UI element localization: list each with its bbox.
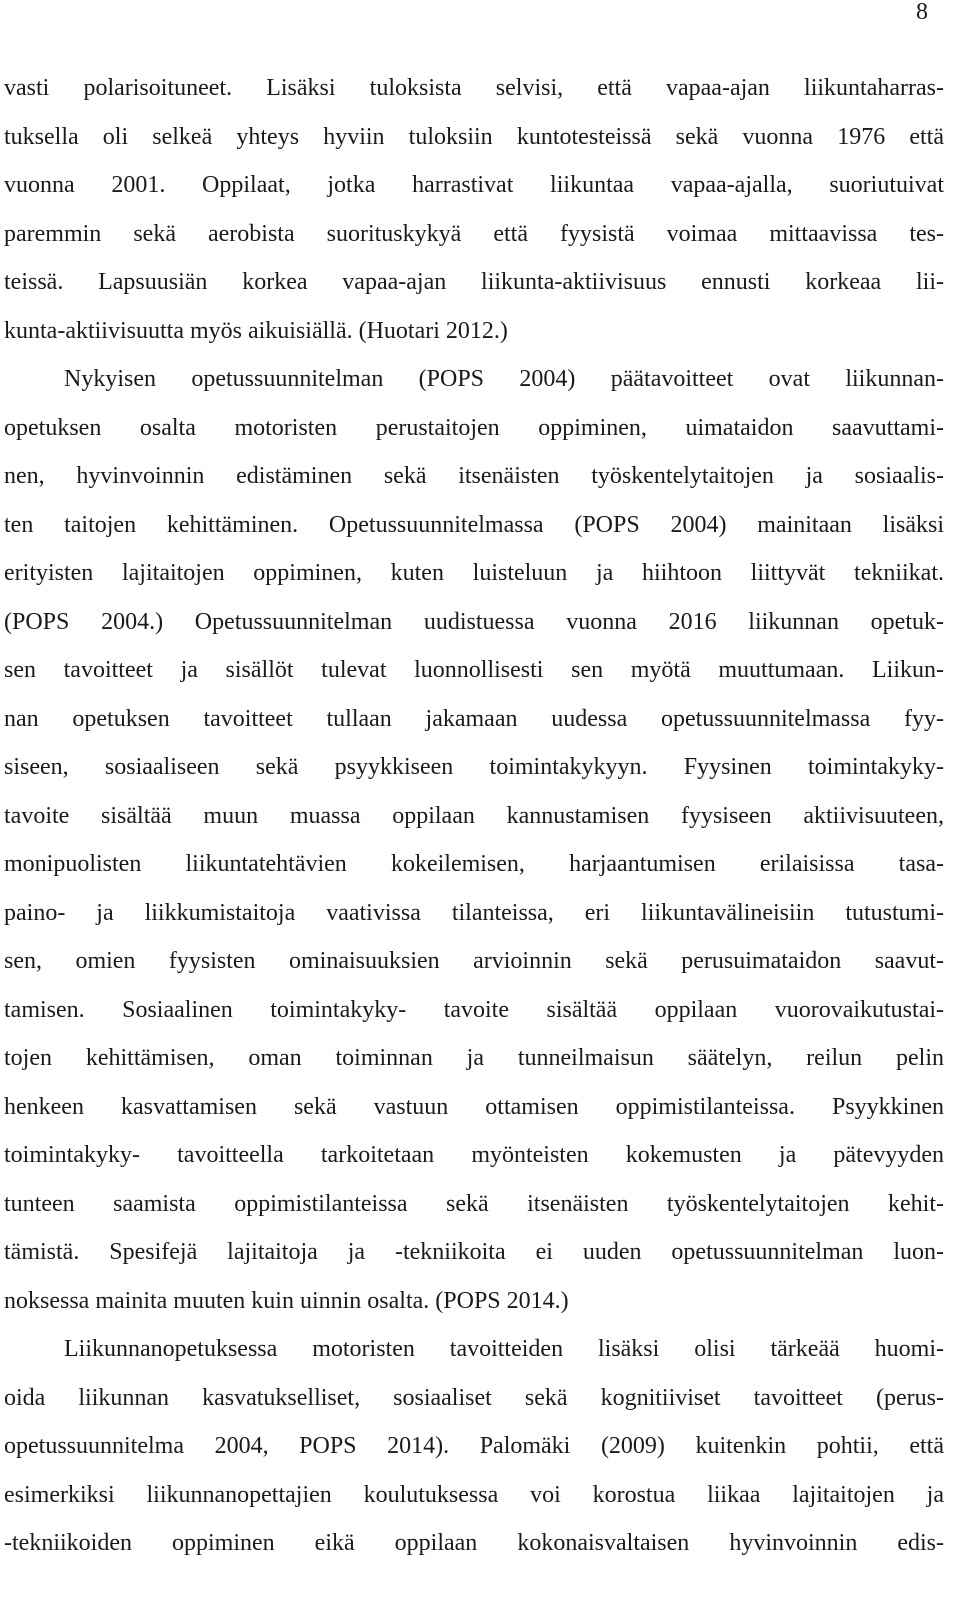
paragraph-end-line: kunta-aktiivisuutta myös aikuisiällä. (Huotari 2012.) [4,317,508,344]
text-line: oida liikunnan kasvatukselliset, sosiaaliset sekä kognitiiviset tavoitteet (perus- [4,1384,944,1411]
text-line: nen, hyvinvoinnin edistäminen sekä itsenäisten työskentelytaitojen ja sosiaalis- [4,463,944,489]
text-line: tavoite sisältää muun muassa oppilaan kannustamisen fyysiseen aktiivisuuteen, [4,802,944,829]
text-line: teissä. Lapsuusiän korkea vapaa-ajan liikunta-aktiivisuus ennusti korkeaa lii- [4,269,944,295]
text-line: (POPS 2004.) Opetussuunnitelman uudistuessa vuonna 2016 liikunnan opetuk- [4,608,944,635]
text-line: paremmin sekä aerobista suorituskykyä että fyysistä voimaa mittaavissa tes- [4,220,944,247]
body-text [4,68,944,1572]
text-line: tunteen saamista oppimistilanteissa sekä itsenäisten työskentelytaitojen kehit- [4,1190,944,1217]
text-line: tämistä. Spesifejä lajitaitoja ja -tekniikoita ei uuden opetussuunnitelman luon- [4,1239,944,1265]
paragraph-end-line: noksessa mainita muuten kuin uinnin osalta. (POPS 2014.) [4,1287,569,1314]
text-line: esimerkiksi liikunnanopettajien koulutuksessa voi korostua liikaa lajitaitojen ja [4,1481,944,1508]
paragraph-first-line: Liikunnanopetuksessa motoristen tavoitteiden lisäksi olisi tärkeää huomi- [64,1336,944,1362]
text-line: opetuksen osalta motoristen perustaitojen oppiminen, uimataidon saavuttami- [4,414,944,441]
text-line: nan opetuksen tavoitteet tullaan jakamaan uudessa opetussuunnitelmassa fyy- [4,705,944,732]
text-line: vuonna 2001. Oppilaat, jotka harrastivat liikuntaa vapaa-ajalla, suoriutuivat [4,172,944,198]
text-line: siseen, sosiaaliseen sekä psyykkiseen toimintakykyyn. Fyysinen toimintakyky- [4,754,944,780]
text-line: toimintakyky- tavoitteella tarkoitetaan myönteisten kokemusten ja pätevyyden [4,1142,944,1168]
text-line: ten taitojen kehittäminen. Opetussuunnitelmassa (POPS 2004) mainitaan lisäksi [4,511,944,538]
text-line: vasti polarisoituneet. Lisäksi tuloksista selvisi, että vapaa-ajan liikuntaharras- [4,75,944,101]
text-line: opetussuunnitelma 2004, POPS 2014). Palomäki (2009) kuitenkin pohtii, että [4,1433,944,1459]
text-line: sen tavoitteet ja sisällöt tulevat luonnollisesti sen myötä muuttumaan. Liikun- [4,657,944,683]
text-line: sen, omien fyysisten ominaisuuksien arvioinnin sekä perusuimataidon saavut- [4,948,944,974]
text-line: henkeen kasvattamisen sekä vastuun ottamisen oppimistilanteissa. Psyykkinen [4,1093,944,1120]
text-line: erityisten lajitaitojen oppiminen, kuten luisteluun ja hiihtoon liittyvät tekniikat. [4,560,944,586]
page-number: 8 [916,0,928,25]
text-line: tamisen. Sosiaalinen toimintakyky- tavoite sisältää oppilaan vuorovaikutustai- [4,996,944,1023]
paragraph-first-line: Nykyisen opetussuunnitelman (POPS 2004) päätavoitteet ovat liikunnan- [64,366,944,392]
text-line: -tekniikoiden oppiminen eikä oppilaan kokonaisvaltaisen hyvinvoinnin edis- [4,1530,944,1556]
text-line: tojen kehittämisen, oman toiminnan ja tunneilmaisun säätelyn, reilun pelin [4,1045,944,1071]
text-line: tuksella oli selkeä yhteys hyviin tuloksiin kuntotesteissä sekä vuonna 1976 että [4,123,944,150]
text-line: paino- ja liikkumistaitoja vaativissa tilanteissa, eri liikuntavälineisiin tutustumi- [4,899,944,926]
text-line: monipuolisten liikuntatehtävien kokeilemisen, harjaantumisen erilaisissa tasa- [4,851,944,877]
